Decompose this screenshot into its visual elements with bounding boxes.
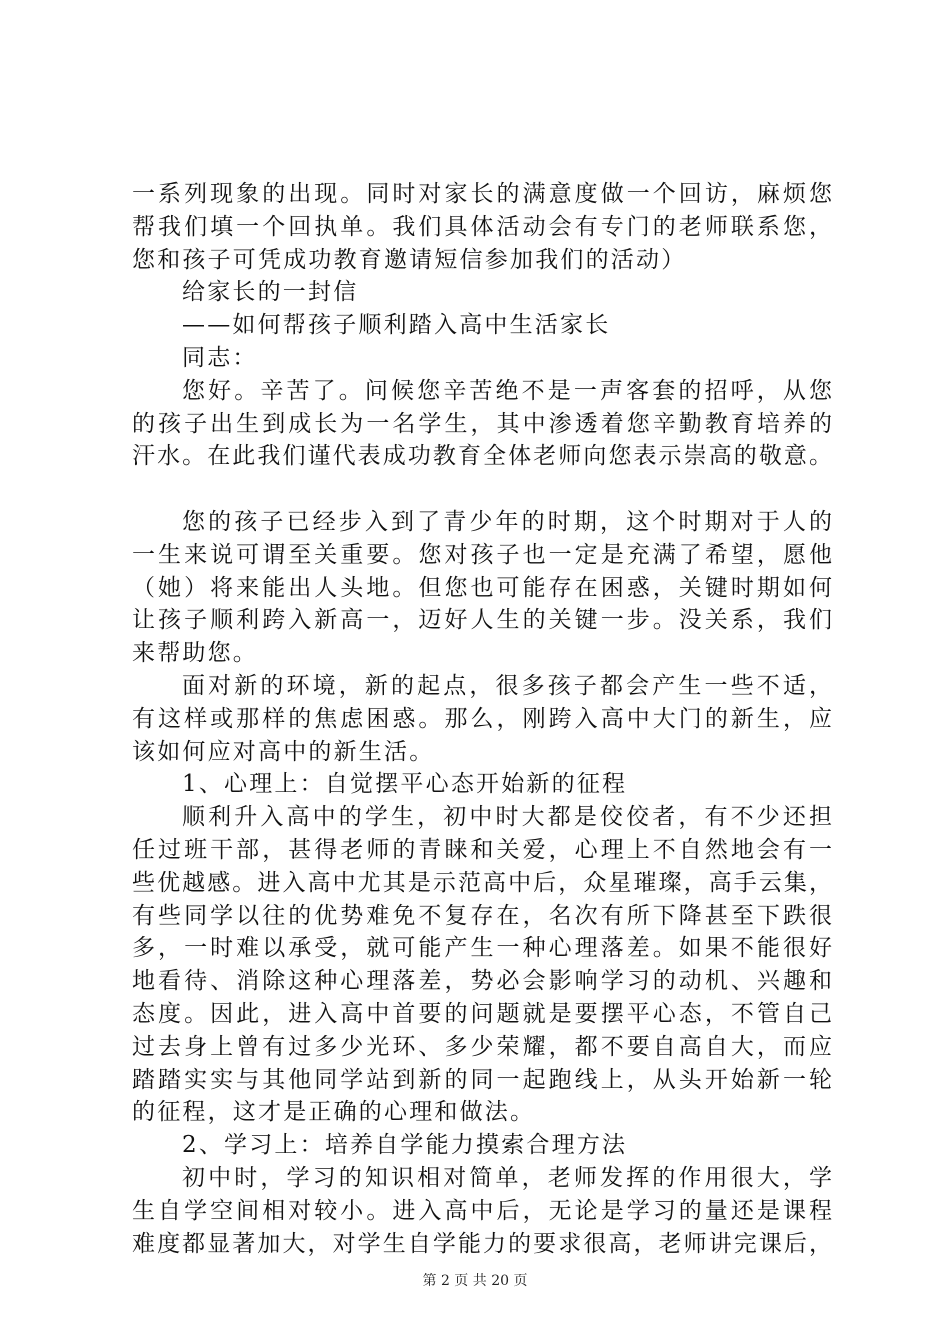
paragraph-line: 您好。辛苦了。问候您辛苦绝不是一声客套的招呼，从您 bbox=[182, 377, 832, 404]
paragraph-line: 初中时，学习的知识相对简单，老师发挥的作用很大，学 bbox=[182, 1164, 832, 1191]
letter-title: 给家长的一封信 bbox=[182, 279, 359, 306]
page-footer: 第 2 页 共 20 页 bbox=[422, 1273, 528, 1289]
paragraph-line: 该如何应对高中的新生活。 bbox=[132, 738, 435, 765]
paragraph-line: 任过班干部，甚得老师的青睐和关爱，心理上不自然地会有一 bbox=[132, 836, 832, 863]
paragraph-line: 踏踏实实与其他同学站到新的同一起跑线上，从头开始新一轮 bbox=[132, 1066, 832, 1093]
paragraph-line: 让孩子顺利跨入新高一，迈好人生的关键一步。没关系，我们 bbox=[132, 607, 832, 634]
text-line: 帮我们填一个回执单。我们具体活动会有专门的老师联系您， bbox=[132, 213, 832, 240]
section-heading: 1、心理上：自觉摆平心态开始新的征程 bbox=[182, 771, 628, 798]
paragraph-line: （她）将来能出人头地。但您也可能存在困惑，关键时期如何 bbox=[132, 574, 832, 601]
paragraph-line: 顺利升入高中的学生，初中时大都是佼佼者，有不少还担 bbox=[182, 804, 832, 831]
section-heading: 2、学习上：培养自学能力摸索合理方法 bbox=[182, 1132, 628, 1159]
salutation: 同志： bbox=[182, 344, 258, 371]
paragraph-line: 过去身上曾有过多少光环、多少荣耀，都不要自高自大，而应 bbox=[132, 1033, 832, 1060]
paragraph-line: 来帮助您。 bbox=[132, 640, 258, 667]
document-body bbox=[132, 178, 832, 1260]
paragraph-line: 有这样或那样的焦虑困惑。那么，刚跨入高中大门的新生，应 bbox=[132, 705, 832, 732]
paragraph-line: 生自学空间相对较小。进入高中后，无论是学习的量还是课程 bbox=[132, 1197, 832, 1224]
paragraph-line: 有些同学以往的优势难免不复存在，名次有所下降甚至下跌很 bbox=[132, 902, 832, 929]
paragraph-line: 难度都显著加大，对学生自学能力的要求很高，老师讲完课后， bbox=[132, 1230, 832, 1257]
text-line: 一系列现象的出现。同时对家长的满意度做一个回访，麻烦您 bbox=[132, 181, 832, 207]
paragraph-line: 些优越感。进入高中尤其是示范高中后，众星璀璨，高手云集， bbox=[132, 869, 832, 896]
blank-line bbox=[132, 473, 832, 506]
paragraph-line: 汗水。在此我们谨代表成功教育全体老师向您表示崇高的敬意。 bbox=[132, 443, 832, 470]
paragraph-line: 一生来说可谓至关重要。您对孩子也一定是充满了希望，愿他 bbox=[132, 541, 832, 568]
paragraph-line: 多，一时难以承受，就可能产生一种心理落差。如果不能很好 bbox=[132, 935, 832, 962]
text-line: 您和孩子可凭成功教育邀请短信参加我们的活动） bbox=[132, 246, 687, 273]
letter-subtitle: ——如何帮孩子顺利踏入高中生活家长 bbox=[182, 312, 611, 339]
paragraph-line: 态度。因此，进入高中首要的问题就是要摆平心态，不管自己 bbox=[132, 1000, 832, 1027]
paragraph-line: 地看待、消除这种心理落差，势必会影响学习的动机、兴趣和 bbox=[132, 968, 832, 995]
paragraph-line: 您的孩子已经步入到了青少年的时期，这个时期对于人的 bbox=[182, 508, 832, 535]
paragraph-line: 面对新的环境，新的起点，很多孩子都会产生一些不适， bbox=[182, 672, 832, 699]
paragraph-line: 的征程，这才是正确的心理和做法。 bbox=[132, 1099, 536, 1126]
paragraph-line: 的孩子出生到成长为一名学生，其中渗透着您辛勤教育培养的 bbox=[132, 410, 832, 437]
